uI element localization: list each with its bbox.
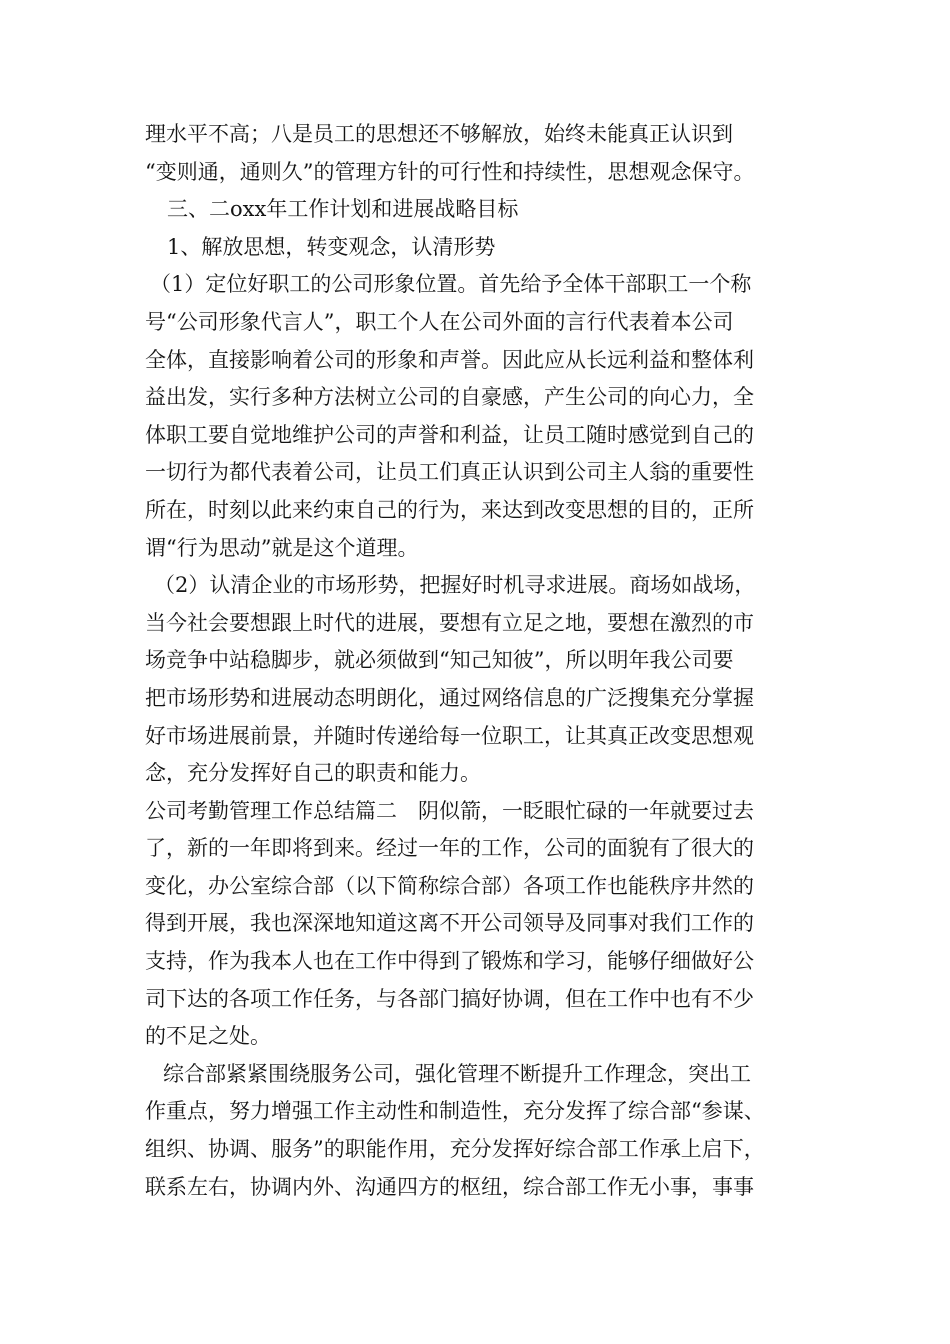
text-line: 变化，办公室综合部（以下简称综合部）各项工作也能秩序井然的 [145,873,754,898]
text-line: 一切行为都代表着公司，让员工们真正认识到公司主人翁的重要性 [145,460,754,485]
paragraph-start: 综合部紧紧围绕服务公司，强化管理不断提升工作理念，突出工 [163,1061,751,1086]
paragraph-start: （1）定位好职工的公司形象位置。首先给予全体干部职工一个称 [150,272,752,297]
text-line: 好市场进展前景，并随时传递给每一位职工，让其真正改变思想观 [145,723,754,748]
text-line: 支持，作为我本人也在工作中得到了锻炼和学习，能够仔细做好公 [145,949,754,974]
text-line: 的不足之处。 [145,1024,271,1049]
text-line: 了，新的一年即将到来。经过一年的工作，公司的面貌有了很大的 [145,836,754,861]
text-line: 司下达的各项工作任务，与各部门搞好协调，但在工作中也有不少 [145,986,754,1011]
text-line: 联系左右，协调内外、沟通四方的枢纽，综合部工作无小事，事事 [145,1174,754,1199]
text-line: 益出发，实行多种方法树立公司的自豪感，产生公司的向心力，全 [145,385,754,410]
text-line: 理水平不高；八是员工的思想还不够解放，始终未能真正认识到 [145,122,733,146]
text-line: 作重点，努力增强工作主动性和制造性，充分发挥了综合部“参谋、 [145,1099,765,1124]
text-line: 当今社会要想跟上时代的进展，要想有立足之地，要想在激烈的市 [145,610,754,635]
text-line: 组织、协调、服务”的职能作用，充分发挥好综合部工作承上启下， [145,1137,765,1162]
subsection-heading: 1、解放思想，转变观念，认清形势 [167,234,496,259]
text-line: “变则通，通则久”的管理方针的可行性和持续性，思想观念保守。 [145,159,755,184]
paragraph-start: （2）认清企业的市场形势，把握好时机寻求进展。商场如战场， [154,573,756,598]
text-line: 号“公司形象代言人”，职工个人在公司外面的言行代表着本公司 [145,309,734,334]
text-line: 念，充分发挥好自己的职责和能力。 [145,761,481,786]
text-line: 得到开展，我也深深地知道这离不开公司领导及同事对我们工作的 [145,911,754,936]
text-line: 场竞争中站稳脚步，就必须做到“知己知彼”，所以明年我公司要 [145,648,734,673]
text-line: 所在，时刻以此来约束自己的行为，来达到改变思想的目的，正所 [145,497,754,522]
section-heading: 三、二oxx年工作计划和进展战略目标 [167,197,519,222]
document-body [145,116,815,1206]
text-line: 体职工要自觉地维护公司的声誉和利益，让员工随时感觉到自己的 [145,422,754,447]
text-line: 把市场形势和进展动态明朗化，通过网络信息的广泛搜集充分掌握 [145,685,754,710]
text-line: 谓“行为思动”就是这个道理。 [145,535,419,560]
text-line: 全体，直接影响着公司的形象和声誉。因此应从长远利益和整体利 [145,347,754,372]
article-title-line: 公司考勤管理工作总结篇二 阴似箭，一眨眼忙碌的一年就要过去 [145,798,754,823]
